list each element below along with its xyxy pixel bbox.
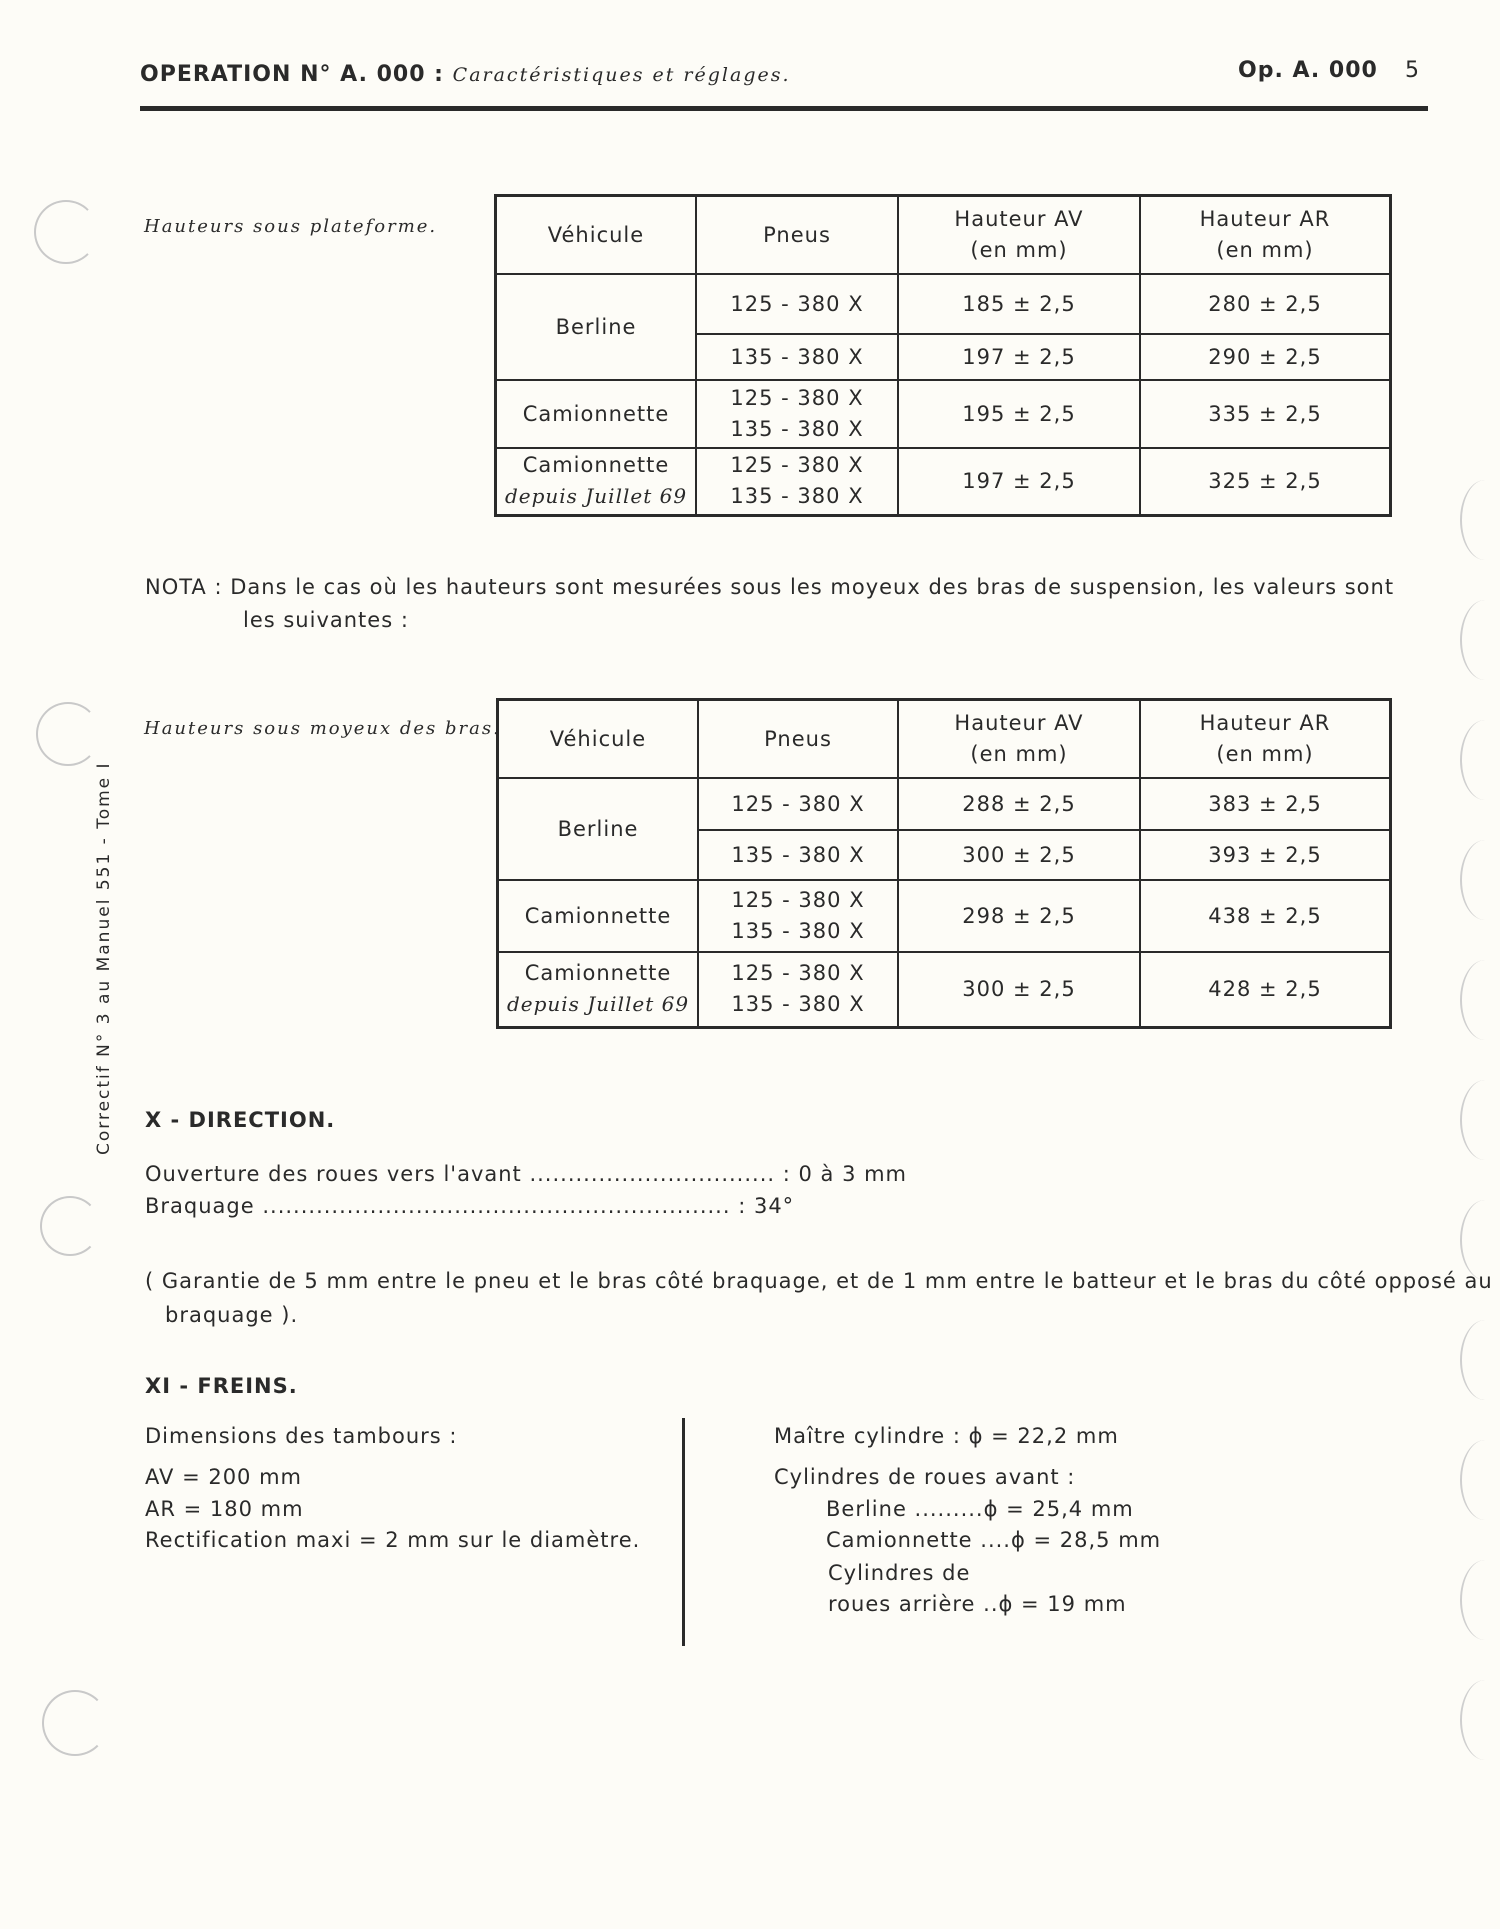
th-hauteur-ar: Hauteur AR (en mm) xyxy=(1140,196,1391,274)
cell-camionnette-juillet: Camionnette depuis Juillet 69 xyxy=(498,952,699,1028)
freins-tambours: Dimensions des tambours : xyxy=(145,1424,458,1448)
cell-tire: 135 - 380 X xyxy=(698,830,898,880)
direction-ouverture: Ouverture des roues vers l'avant ................................ : 0 à 3 mm xyxy=(145,1162,908,1186)
table2-caption: Hauteurs sous moyeux des bras. xyxy=(144,718,501,739)
th-pneus: Pneus xyxy=(696,196,898,274)
nota-line-1: NOTA : Dans le cas où les hauteurs sont mesurées sous les moyeux des bras de suspension, les valeurs sont xyxy=(145,575,1395,599)
freins-divider xyxy=(682,1418,685,1646)
side-correctif-label: Correctif N° 3 au Manuel 551 - Tome I xyxy=(94,761,114,1155)
operation-reference: Op. A. 000 xyxy=(1238,58,1378,83)
cell-value: 197 ± 2,5 xyxy=(898,448,1140,516)
table-hauteurs-moyeux xyxy=(496,698,1392,1029)
cell-camionnette: Camionnette xyxy=(496,380,697,448)
cell-value: 335 ± 2,5 xyxy=(1140,380,1391,448)
operation-subtitle: Caractéristiques et réglages. xyxy=(452,64,791,86)
cell-tires: 125 - 380 X 135 - 380 X xyxy=(698,880,898,952)
binder-hole-top xyxy=(34,200,98,264)
edge-arc-9 xyxy=(1460,1440,1500,1520)
table-hauteurs-plateforme xyxy=(494,194,1392,517)
freins-maitre-cylindre: Maître cylindre : ϕ = 22,2 mm xyxy=(774,1424,1119,1448)
freins-cylindres-de: Cylindres de xyxy=(828,1561,971,1585)
cell-value: 290 ± 2,5 xyxy=(1140,334,1391,380)
th-vehicule: Véhicule xyxy=(496,196,697,274)
edge-arc-1 xyxy=(1460,480,1500,560)
edge-arc-3 xyxy=(1460,720,1500,800)
header-rule xyxy=(140,106,1428,111)
th-hauteur-av: Hauteur AV (en mm) xyxy=(898,196,1140,274)
operation-number: OPERATION N° A. 000 : xyxy=(140,62,444,87)
cell-value: 300 ± 2,5 xyxy=(898,952,1140,1028)
edge-arc-6 xyxy=(1460,1080,1500,1160)
binder-hole-low xyxy=(40,1196,100,1256)
freins-cylindres-avant: Cylindres de roues avant : xyxy=(774,1465,1076,1489)
th-hauteur-av: Hauteur AV (en mm) xyxy=(898,700,1140,778)
direction-note-2: braquage ). xyxy=(165,1303,299,1327)
edge-arc-2 xyxy=(1460,600,1500,680)
cell-value: 428 ± 2,5 xyxy=(1140,952,1391,1028)
cell-tire: 125 - 380 X xyxy=(696,274,898,334)
section-direction-heading: X - DIRECTION. xyxy=(145,1108,336,1132)
cell-tire: 135 - 380 X xyxy=(696,334,898,380)
edge-arc-4 xyxy=(1460,840,1500,920)
cell-berline: Berline xyxy=(498,778,699,880)
cell-value: 195 ± 2,5 xyxy=(898,380,1140,448)
cell-value: 393 ± 2,5 xyxy=(1140,830,1391,880)
cell-tire: 125 - 380 X xyxy=(698,778,898,830)
cell-value: 197 ± 2,5 xyxy=(898,334,1140,380)
cell-camionnette-juillet: Camionnette depuis Juillet 69 xyxy=(496,448,697,516)
edge-arc-11 xyxy=(1460,1680,1500,1760)
th-pneus: Pneus xyxy=(698,700,898,778)
cell-value: 300 ± 2,5 xyxy=(898,830,1140,880)
table1-caption: Hauteurs sous plateforme. xyxy=(144,216,438,237)
direction-note-1: ( Garantie de 5 mm entre le pneu et le bras côté braquage, et de 1 mm entre le batteur et le bras du côté opposé au xyxy=(145,1269,1493,1293)
th-vehicule: Véhicule xyxy=(498,700,699,778)
nota-line-2: les suivantes : xyxy=(243,608,409,632)
cell-value: 298 ± 2,5 xyxy=(898,880,1140,952)
cell-value: 280 ± 2,5 xyxy=(1140,274,1391,334)
cell-camionnette: Camionnette xyxy=(498,880,699,952)
freins-roues-arriere: roues arrière ..ϕ = 19 mm xyxy=(828,1592,1127,1616)
edge-arc-7 xyxy=(1460,1200,1500,1280)
freins-ar: AR = 180 mm xyxy=(145,1497,304,1521)
edge-arc-8 xyxy=(1460,1320,1500,1400)
direction-braquage: Braquage ............................................................. : 34° xyxy=(145,1194,795,1218)
freins-berline: Berline .........ϕ = 25,4 mm xyxy=(826,1497,1134,1521)
page-header-title xyxy=(140,62,791,87)
cell-tires: 125 - 380 X 135 - 380 X xyxy=(696,380,898,448)
cell-value: 438 ± 2,5 xyxy=(1140,880,1391,952)
binder-hole-bottom xyxy=(42,1690,108,1756)
binder-hole-mid xyxy=(36,702,100,766)
cell-value: 325 ± 2,5 xyxy=(1140,448,1391,516)
cell-value: 383 ± 2,5 xyxy=(1140,778,1391,830)
cell-value: 185 ± 2,5 xyxy=(898,274,1140,334)
freins-camionnette: Camionnette ....ϕ = 28,5 mm xyxy=(826,1528,1162,1552)
freins-rectification: Rectification maxi = 2 mm sur le diamètre. xyxy=(145,1528,641,1552)
cell-berline: Berline xyxy=(496,274,697,380)
cell-tires: 125 - 380 X 135 - 380 X xyxy=(698,952,898,1028)
edge-arc-5 xyxy=(1460,960,1500,1040)
page-number: 5 xyxy=(1405,58,1419,83)
cell-value: 288 ± 2,5 xyxy=(898,778,1140,830)
th-hauteur-ar: Hauteur AR (en mm) xyxy=(1140,700,1391,778)
edge-arc-10 xyxy=(1460,1560,1500,1640)
freins-av: AV = 200 mm xyxy=(145,1465,303,1489)
section-freins-heading: XI - FREINS. xyxy=(145,1374,298,1398)
cell-tires: 125 - 380 X 135 - 380 X xyxy=(696,448,898,516)
